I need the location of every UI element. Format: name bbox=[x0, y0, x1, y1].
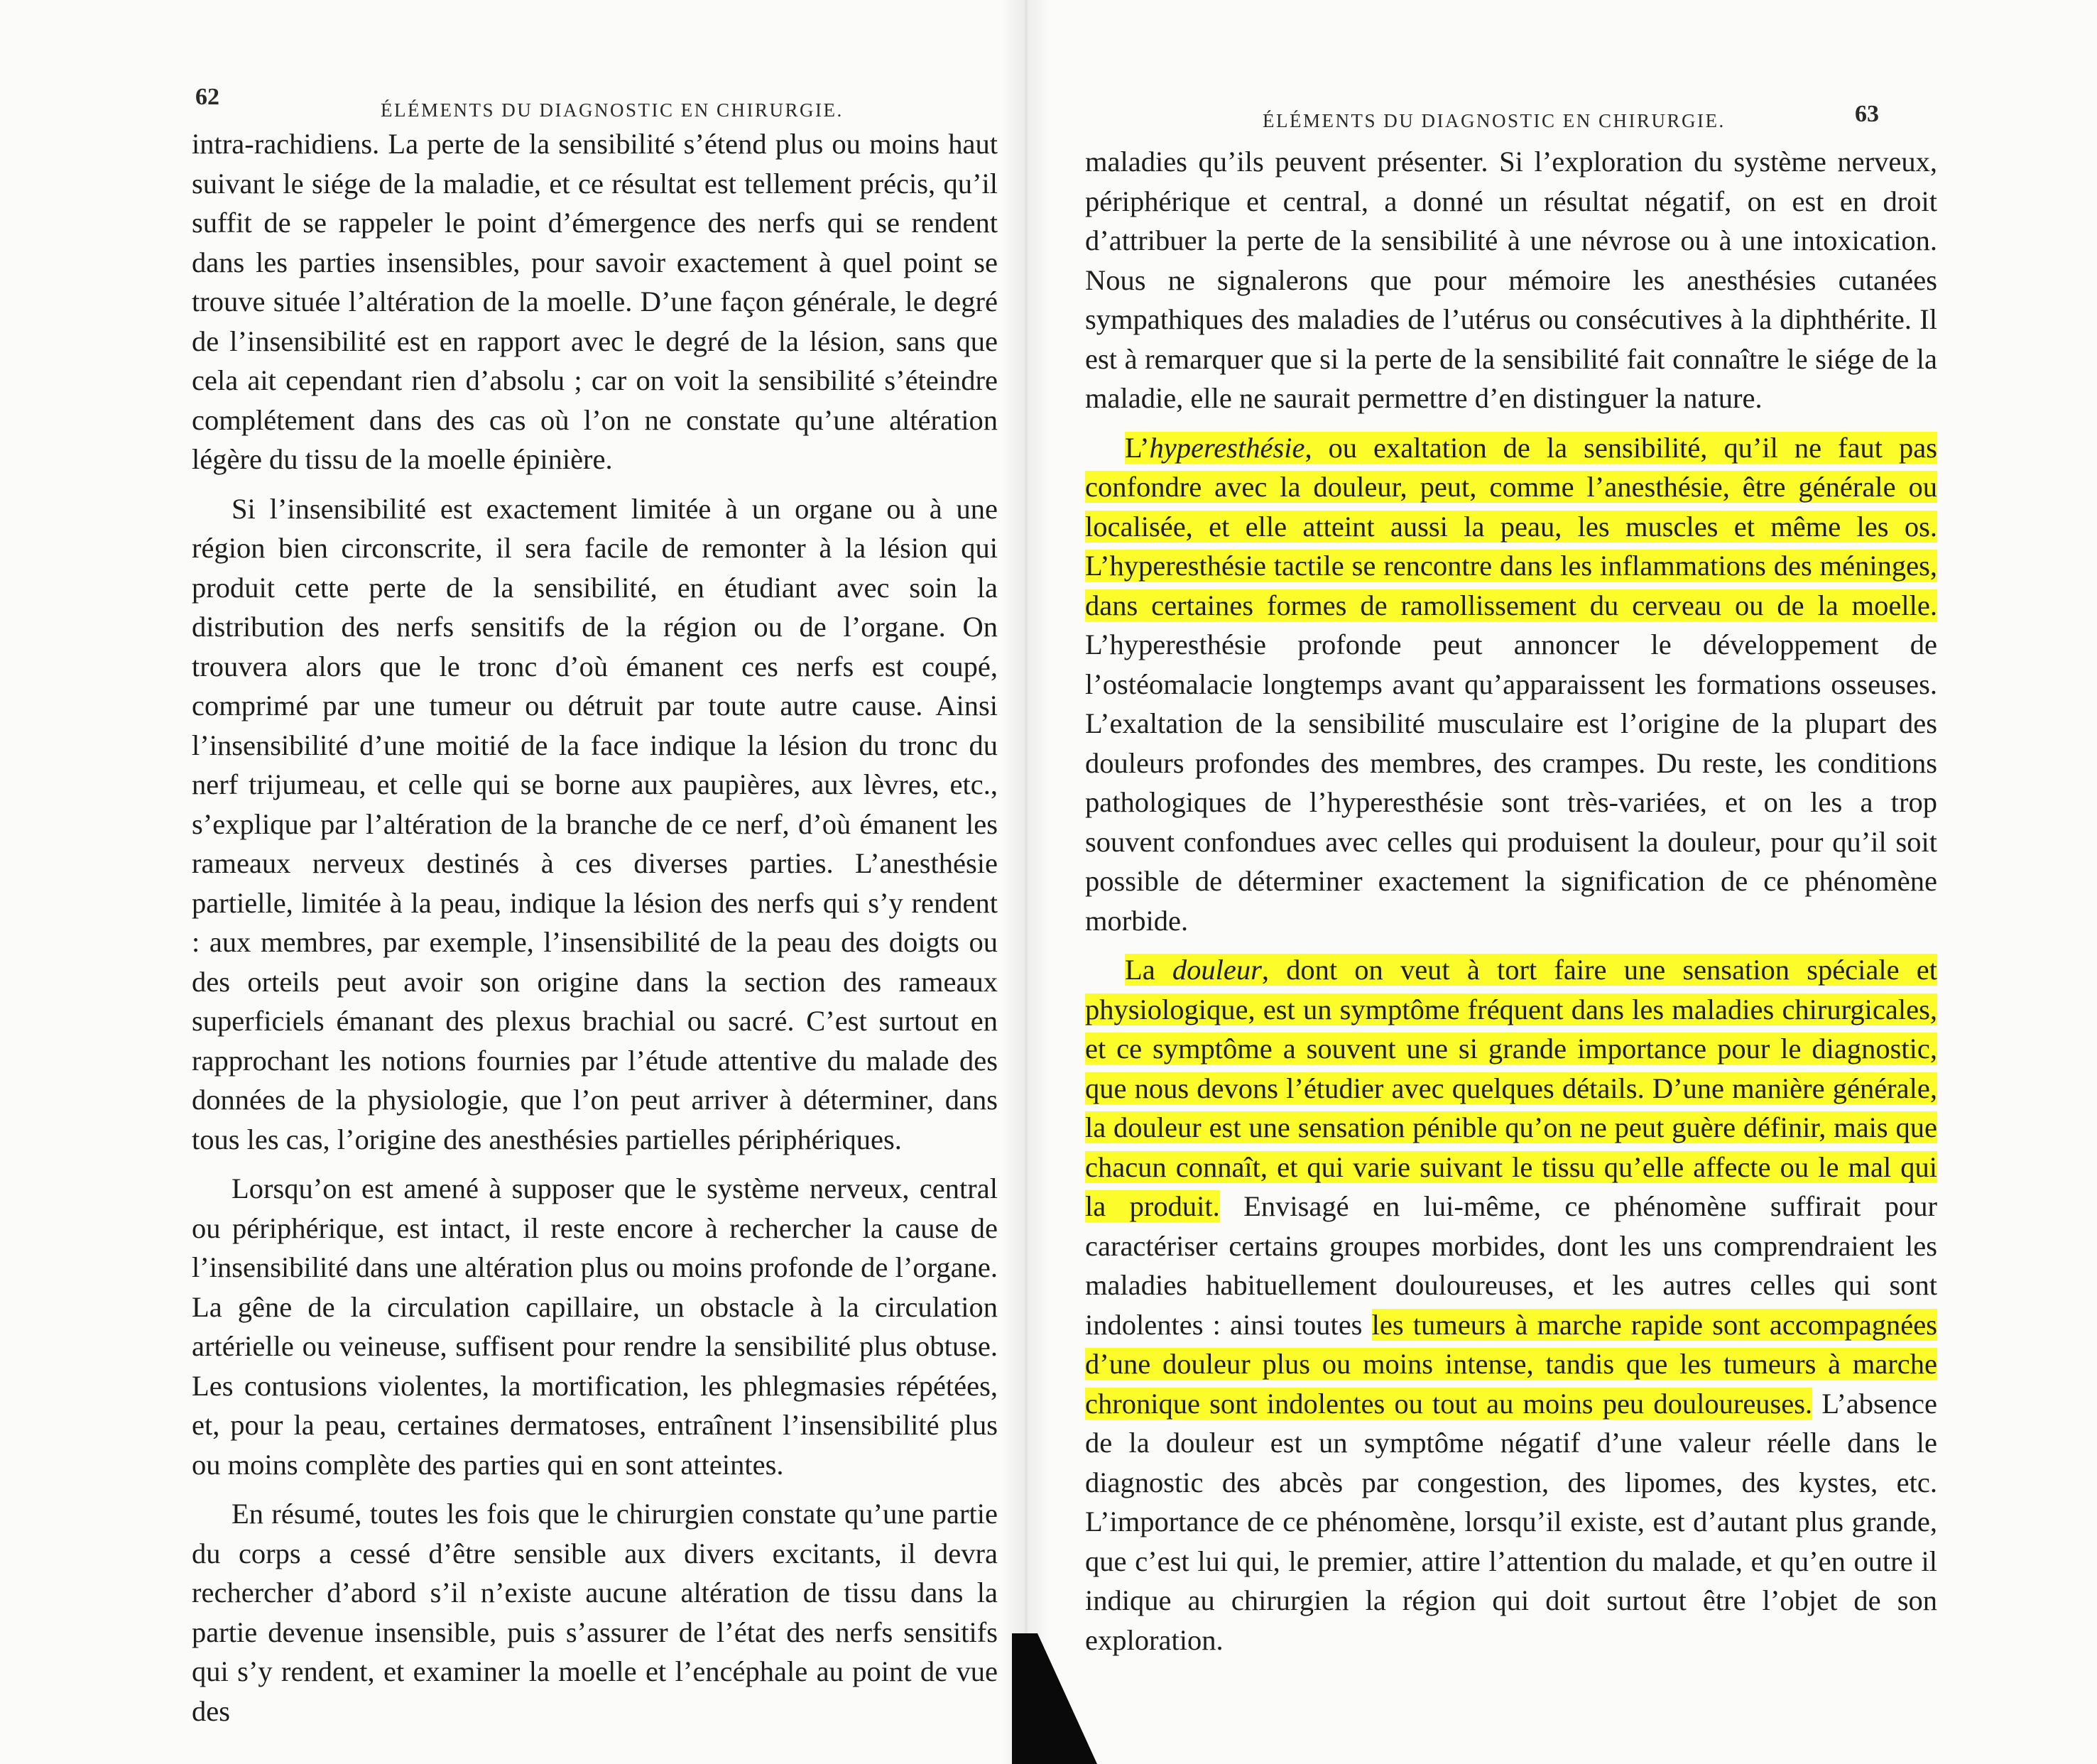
left-page-number: 62 bbox=[195, 84, 219, 110]
right-page-number: 63 bbox=[1855, 101, 1879, 127]
right-paragraph-2: L’hyperesthésie, ou exaltation de la sensibilité, qu’il ne faut pas confondre avec la douleur, peut, comme l’anesthésie, être générale ou localisée, et elle atteint aussi la peau, les muscles et même les os. L’hyperesthésie tactile se rencontre dans les inflammations des méninges, dans certaines formes de ramollissement du cerveau ou de la moelle. L’hyperesthésie profonde peut annoncer le développement de l’ostéomalacie longtemps avant qu’apparaissent les formations osseuses. L’exaltation de la sensibilité musculaire est l’origine de la plupart des douleurs profondes des membres, des crampes. Du reste, les conditions pathologiques de l’hyperesthésie sont très-variées, et on les a trop souvent confondues avec celles qui produisent la douleur, pour qu’il soit possible de déterminer exactement la signification de ce phénomène morbide. bbox=[1085, 431, 1937, 937]
highlight-hyperesthesie: L’hyperesthésie, ou exaltation de la sensibilité, qu’il ne faut pas confondre avec la douleur, peut, comme l’anesthésie, être générale ou localisée, et elle atteint aussi la peau, les muscles et même les os. L’hyperesthésie tactile se rencontre dans les inflammations des méninges, dans certaines formes de ramollissement du cerveau ou de la moelle. bbox=[1085, 431, 1937, 621]
right-paragraph-1: maladies qu’ils peuvent présenter. Si l’exploration du système nerveux, périphérique et central, a donné un résultat négatif, on est en droit d’attribuer la perte de la sensibilité à une névrose ou à une intoxication. Nous ne signalerons que pour mémoire les anesthésies cutanées sympathiques des maladies de l’utérus ou consécutives à la diphthérite. Il est à remarquer que si la perte de la sensibilité fait connaître le siége de la maladie, elle ne saurait permettre d’en distinguer la nature. bbox=[1085, 146, 1937, 414]
left-page bbox=[0, 0, 1023, 1764]
right-page-body bbox=[1085, 142, 1937, 1660]
highlight-douleur: La douleur, dont on veut à tort faire une sensation spéciale et physiologique, est un symptôme fréquent dans les maladies chirurgicales, et ce symptôme a souvent une si grande importance pour le diagnostic, que nous devons l’étudier avec quelques détails. D’une manière générale, la douleur est une sensation pénible qu’on ne peut guère définir, mais que chacun connaît, et qui varie suivant le tissu qu’elle affecte ou le mal qui la produit. bbox=[1085, 954, 1937, 1222]
left-paragraph-1: intra-rachidiens. La perte de la sensibilité s’étend plus ou moins haut suivant le siége de la maladie, et ce résultat est tellement précis, qu’il suffit de se rappeler le point d’émergence des nerfs qui se rendent dans les parties insensibles, pour savoir exactement à quel point se trouve située l’altération de la moelle. D’une façon générale, le degré de l’insensibilité est en rapport avec le degré de la lésion, sans que cela ait cependant rien d’absolu ; car on voit la sensibilité s’éteindre complétement dans des cas où l’on ne constate qu’une altération légère du tissu de la moelle épinière. bbox=[192, 128, 998, 475]
left-paragraph-4: En résumé, toutes les fois que le chirurgien constate qu’une partie du corps a cessé d’être sensible aux divers excitants, il devra rechercher d’abord s’il n’existe aucune altération de tissu dans la partie devenue insensible, puis s’assurer de l’état des nerfs sensitifs qui s’y rendent, et examiner la moelle et l’encéphale au point de vue des bbox=[192, 1498, 998, 1727]
right-page bbox=[1023, 0, 2097, 1764]
term-hyperesthesie: hyperesthésie bbox=[1149, 431, 1305, 464]
highlight-tumeurs: les tumeurs à marche rapide sont accompagnées d’une douleur plus ou moins intense, tandis que les tumeurs à marche chronique sont indolentes ou tout au moins peu douloureuses. bbox=[1085, 1308, 1937, 1420]
left-paragraph-3: Lorsqu’on est amené à supposer que le système nerveux, central ou périphérique, est intact, il reste encore à rechercher la cause de l’insensibilité dans une altération plus ou moins profonde de l’organe. La gêne de la circulation capillaire, un obstacle à la circulation artérielle ou veineuse, suffisent pour rendre la sensibilité plus obtuse. Les contusions violentes, la mortification, les phlegmasies répétées, et, pour la peau, certaines dermatoses, entraînent l’insensibilité plus ou moins complète des parties qui en sont atteintes. bbox=[192, 1172, 998, 1481]
right-paragraph-3: La douleur, dont on veut à tort faire une sensation spéciale et physiologique, est un symptôme fréquent dans les maladies chirurgicales, et ce symptôme a souvent une si grande importance pour le diagnostic, que nous devons l’étudier avec quelques détails. D’une manière générale, la douleur est une sensation pénible qu’on ne peut guère définir, mais que chacun connaît, et qui varie suivant le tissu qu’elle affecte ou le mal qui la produit. Envisagé en lui-même, ce phénomène suffirait pour caractériser certains groupes morbides, dont les uns comprendraient les maladies habituellement douloureuses, et les autres celles qui sont indolentes : ainsi toutes les tumeurs à marche rapide sont accompagnées d’une douleur plus ou moins intense, tandis que les tumeurs à marche chronique sont indolentes ou tout au moins peu douloureuses. L’absence de la douleur est un symptôme négatif d’une valeur réelle dans le diagnostic des abcès par congestion, des lipomes, des kystes, etc. L’importance de ce phénomène, lorsqu’il existe, est d’autant plus grande, que c’est lui qui, le premier, attire l’attention du malade, et qu’en outre il indique au chirurgien la région qui doit surtout être l’objet de son exploration. bbox=[1085, 954, 1937, 1656]
right-running-header: ÉLÉMENTS DU DIAGNOSTIC EN CHIRURGIE. bbox=[1263, 110, 1726, 131]
term-douleur: douleur bbox=[1172, 954, 1262, 986]
left-page-body bbox=[192, 124, 998, 1731]
left-running-header: ÉLÉMENTS DU DIAGNOSTIC EN CHIRURGIE. bbox=[381, 99, 844, 121]
book-gutter-shadow bbox=[1001, 0, 1051, 1764]
left-paragraph-2: Si l’insensibilité est exactement limitée à un organe ou à une région bien circonscrite, il sera facile de remonter à la lésion qui produit cette perte de la sensibilité, en étudiant avec soin la distribution des nerfs sensitifs de la région ou de l’organe. On trouvera alors que le tronc d’où émanent ces nerfs est coupé, comprimé par une tumeur ou détruit par toute autre cause. Ainsi l’insensibilité d’une moitié de la face indique la lésion du tronc du nerf trijumeau, et celle qui se borne aux paupières, aux lèvres, etc., s’explique par l’altération de la branche de ce nerf, d’où émanent les rameaux nerveux destinés à ces diverses parties. L’anesthésie partielle, limitée à la peau, indique la lésion des nerfs qui s’y rendent : aux membres, par exemple, l’insensibilité de la peau des doigts ou des orteils peut avoir son origine dans la section des rameaux superficiels émanant des plexus brachial ou sacré. C’est surtout en rapprochant les notions fournies par l’étude attentive du malade des données de la physiologie, que l’on peut arriver à déterminer, dans tous les cas, l’origine des anesthésies partielles périphériques. bbox=[192, 492, 998, 1155]
